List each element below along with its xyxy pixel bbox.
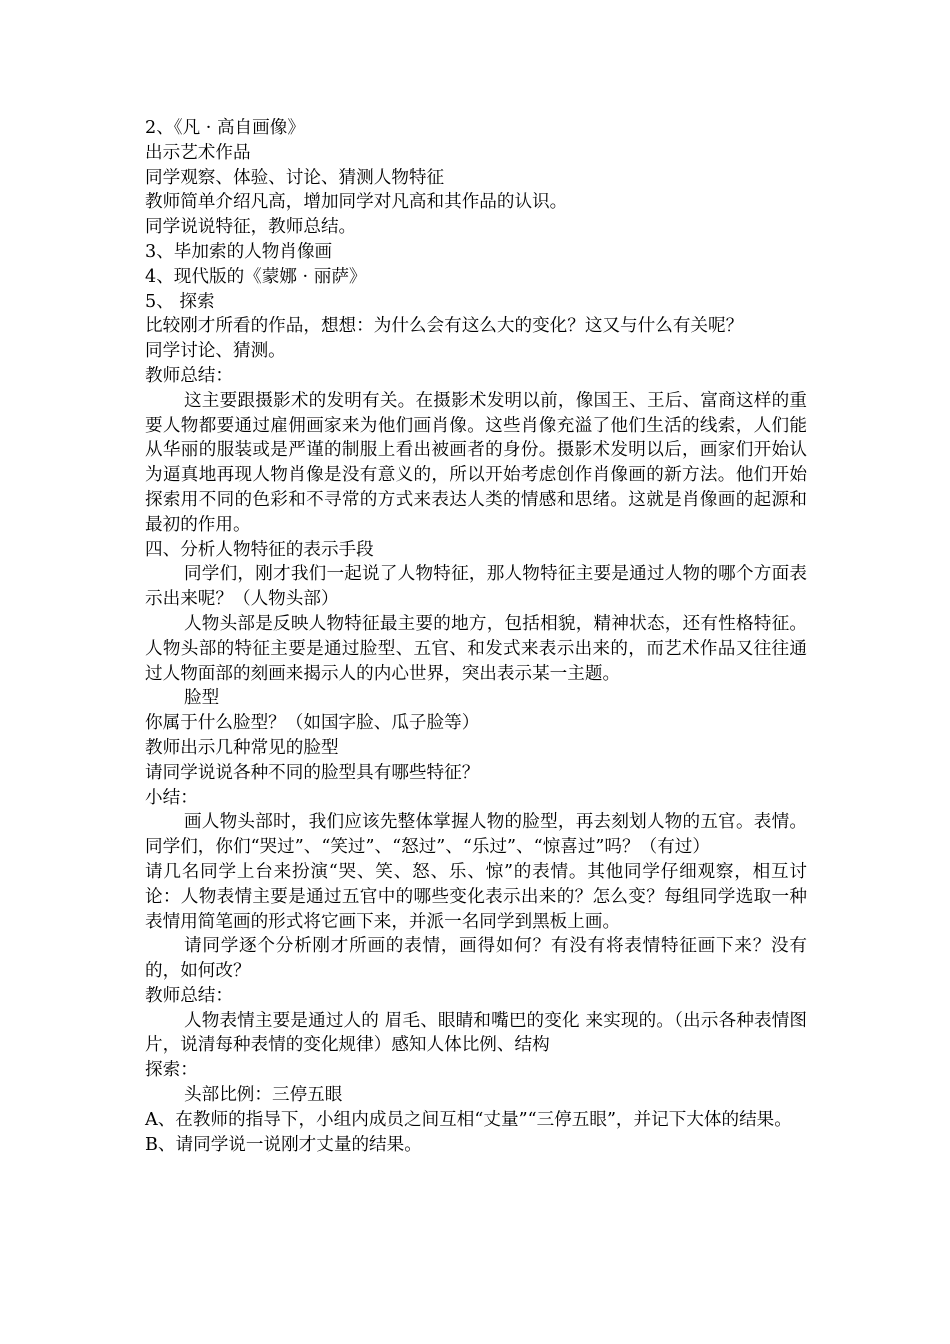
face-shape-features-question: 请同学说说各种不同的脸型具有哪些特征？	[145, 762, 480, 783]
act-expressions-paragraph: 请几名同学上台来扮演“哭、笑、怒、乐、惊”的表情。其他同学仔细观察，相互讨论：人物表情主要是通过五官中的哪些变化表示出来的？怎么变？每组同学选取一种表情用简笔画的形式将它画下来，并派一名同学到黑板上画。	[145, 861, 807, 932]
measure-line-b: B、请同学说一说刚才丈量的结果。	[145, 1134, 422, 1155]
summary-label: 小结：	[145, 787, 198, 808]
drawing-head-paragraph: 画人物头部时，我们应该先整体掌握人物的脸型，再去刻划人物的五官。表情。同学们，你们“哭过”、“笑过”、“怒过”、“乐过”、“惊喜过”吗？（有过）	[145, 812, 807, 858]
head-proportion-line: 头部比例：三停五眼	[184, 1085, 343, 1106]
show-artwork-line: 出示艺术作品	[145, 142, 251, 163]
item-picasso-portraits: 3、毕加索的人物肖像画	[145, 241, 333, 262]
photography-paragraph: 这主要跟摄影术的发明有关。在摄影术发明以前，像国王、王后、富商这样的重要人物都要通过雇佣画家来为他们画肖像。这些肖像充溢了他们生活的线索，人们能从华丽的服装或是严谨的制服上看出被画者的身份。摄影术发明以后，画家们开始认为逼真地再现人物肖像是没有意义的，所以开始考虑创作肖像画的新方法。他们开始探索用不同的色彩和不寻常的方式来表达人类的情感和思绪。这就是肖像画的起源和最初的作用。	[145, 390, 807, 535]
student-discuss-line: 同学讨论、猜测。	[145, 341, 286, 362]
expression-summary-paragraph: 人物表情主要是通过人的 眉毛、眼睛和嘴巴的变化 来实现的。（出示各种表情图片，说清每种表情的变化规律）感知人体比例、结构	[145, 1010, 807, 1056]
analyze-drawings-paragraph: 请同学逐个分析刚才所画的表情，画得如何？有没有将表情特征画下来？没有的，如何改？	[145, 936, 807, 982]
face-shape-label: 脸型	[184, 688, 220, 709]
student-features-summary-line: 同学说说特征，教师总结。	[145, 217, 357, 238]
face-shape-question: 你属于什么脸型？（如国字脸、瓜子脸等）	[145, 713, 480, 734]
item-van-gogh-self-portrait: 2、《凡 · 高自画像》	[145, 118, 305, 138]
compare-question-line: 比较刚才所看的作品，想想：为什么会有这么大的变化？这又与什么有关呢？	[145, 316, 744, 337]
section-heading-four: 四、分析人物特征的表示手段	[145, 539, 374, 560]
document-page	[145, 116, 807, 1157]
teacher-intro-van-gogh-line: 教师简单介绍凡高，增加同学对凡高和其作品的认识。	[145, 192, 568, 213]
teacher-summary-label: 教师总结：	[145, 365, 233, 386]
teacher-show-face-shapes: 教师出示几种常见的脸型	[145, 737, 339, 758]
explore-label: 探索：	[145, 1060, 198, 1081]
item-modern-mona-lisa: 4、现代版的《蒙娜 · 丽萨》	[145, 266, 367, 287]
head-features-paragraph: 人物头部是反映人物特征最主要的地方，包括相貌，精神状态，还有性格特征。人物头部的特征主要是通过脸型、五官、和发式来表示出来的，而艺术作品又往往通过人物面部的刻画来揭示人的内心世界，突出表示某一主题。	[145, 613, 807, 684]
head-question-paragraph: 同学们，刚才我们一起说了人物特征，那人物特征主要是通过人物的哪个方面表示出来呢？（人物头部）	[145, 564, 807, 610]
student-observe-line: 同学观察、体验、讨论、猜测人物特征	[145, 167, 445, 188]
measure-paragraph-a: A、在教师的指导下，小组内成员之间互相“丈量”“三停五眼”，并记下大体的结果。	[145, 1109, 792, 1130]
teacher-summary-label-2: 教师总结：	[145, 985, 233, 1006]
item-explore: 5、 探索	[145, 291, 215, 312]
